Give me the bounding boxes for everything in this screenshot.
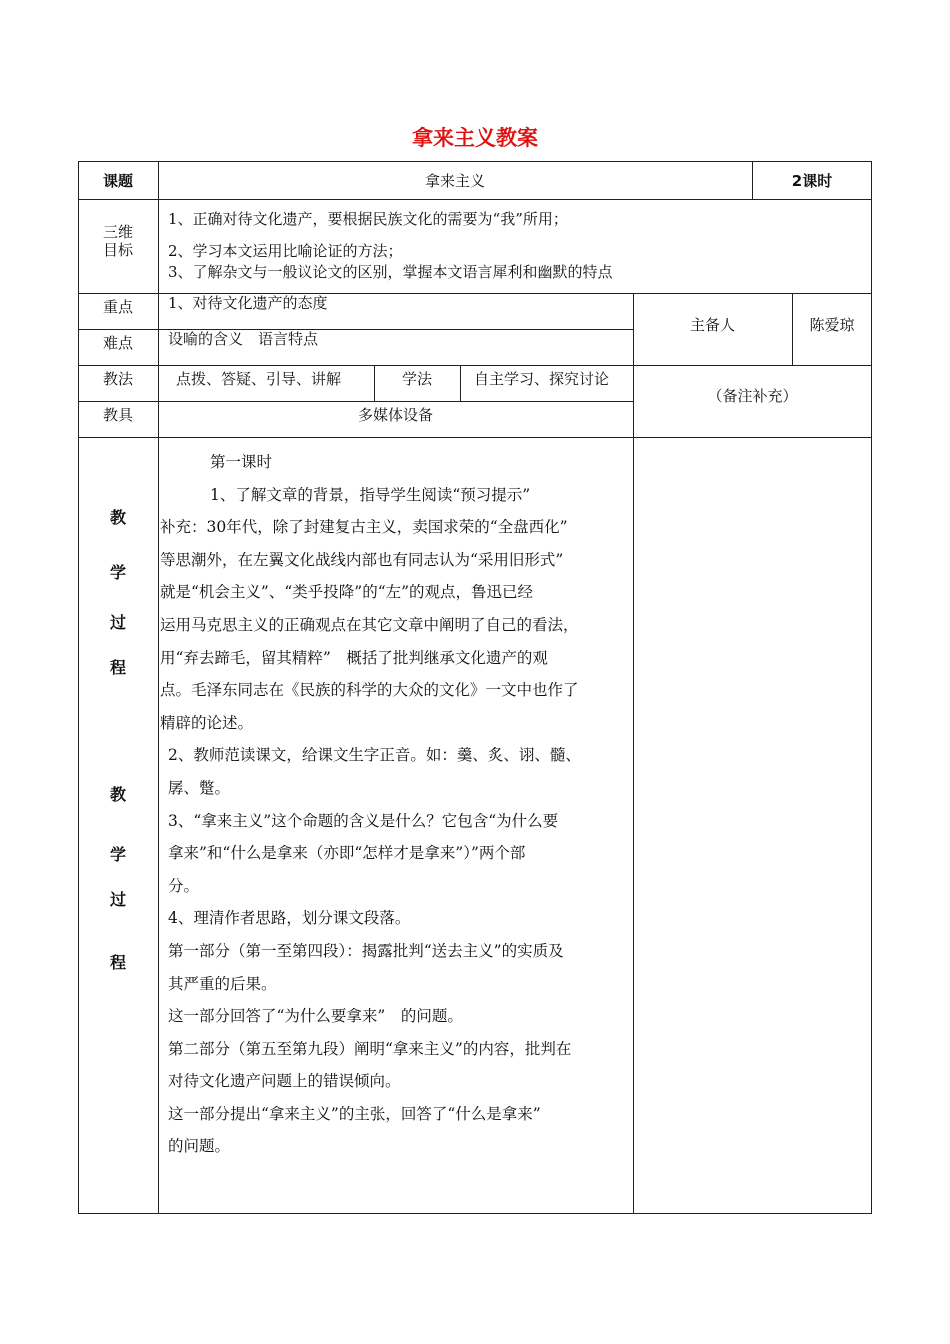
study-label: 学法 xyxy=(401,370,432,388)
lesson-line: 用“弃去蹄毛，留其精粹” 概括了批判继承文化遗产的观 xyxy=(160,648,548,667)
lesson-line: 这一部分回答了“为什么要拿来” 的问题。 xyxy=(168,1007,463,1026)
tools-label: 教具 xyxy=(102,406,133,424)
key-point-label: 重点 xyxy=(102,298,133,316)
method-label: 教法 xyxy=(102,370,133,388)
lesson-line: 孱、蹩。 xyxy=(168,778,231,797)
process-label-char: 程 xyxy=(109,658,126,677)
topic-value: 拿来主义 xyxy=(424,172,485,190)
process-label-char: 学 xyxy=(109,845,126,864)
lesson-line: 等思潮外，在左翼文化战线内部也有同志认为“采用旧形式” xyxy=(160,550,564,569)
key-point-value: 1、对待文化遗产的态度 xyxy=(168,294,328,312)
objectives-label-line1: 三维 xyxy=(102,223,133,241)
lesson-line: 的问题。 xyxy=(168,1137,231,1156)
process-label-char: 过 xyxy=(109,890,126,909)
process-label-char: 学 xyxy=(109,563,126,582)
row-divider xyxy=(78,437,872,438)
lesson-line: 就是“机会主义”、“类乎投降”的“左”的观点，鲁迅已经 xyxy=(160,583,534,602)
row-divider xyxy=(78,199,872,200)
lesson-line: 3、“拿来主义”这个命题的含义是什么？它包含“为什么要 xyxy=(168,811,559,830)
col-divider xyxy=(460,365,461,401)
method-value: 点拨、答疑、引导、讲解 xyxy=(176,370,342,388)
lesson-line: 2、教师范读课文，给课文生字正音。如：羹、炙、诩、髓、 xyxy=(168,746,581,765)
objectives-label-line2: 目标 xyxy=(102,241,133,259)
row-divider xyxy=(78,365,872,366)
lesson-line: 第二部分（第五至第九段）阐明“拿来主义”的内容，批判在 xyxy=(168,1039,572,1058)
class-hours: 2课时 xyxy=(791,172,833,190)
lesson-line: 第一部分（第一至第四段）：揭露批判“送去主义”的实质及 xyxy=(168,941,564,960)
lesson-line: 对待文化遗产问题上的错误倾向。 xyxy=(168,1072,401,1091)
objective-item: 1、正确对待文化遗产，要根据民族文化的需要为“我”所用； xyxy=(168,210,568,228)
col-divider xyxy=(633,293,634,1214)
lesson-line: 拿来”和“什么是拿来（亦即“怎样才是拿来”）”两个部 xyxy=(168,844,526,863)
process-label-char: 程 xyxy=(109,953,126,972)
lesson-line: 精辟的论述。 xyxy=(160,713,254,732)
lesson-line: 分。 xyxy=(168,876,200,895)
lesson-line: 点。毛泽东同志在《民族的科学的大众的文化》一文中也作了 xyxy=(160,681,579,700)
document-title: 拿来主义教案 xyxy=(412,126,538,150)
difficulty-value: 设喻的含义 语言特点 xyxy=(168,330,319,348)
lesson-line: 运用马克思主义的正确观点在其它文章中阐明了自己的看法， xyxy=(160,615,579,634)
notes-label: （备注补充） xyxy=(707,387,798,405)
tools-value: 多媒体设备 xyxy=(357,406,433,424)
lesson-line: 补充：30年代，除了封建复古主义，卖国求荣的“全盘西化” xyxy=(160,518,568,537)
process-label-char: 教 xyxy=(109,508,126,527)
objective-item: 3、了解杂文与一般议论文的区别，掌握本文语言犀利和幽默的特点 xyxy=(168,263,613,281)
lesson-line: 1、了解文章的背景，指导学生阅读“预习提示” xyxy=(210,485,531,504)
process-label-char: 过 xyxy=(109,613,126,632)
lesson-line: 其严重的后果。 xyxy=(168,974,277,993)
preparer-value: 陈爱琼 xyxy=(809,316,855,334)
lesson-line: 第一课时 xyxy=(210,453,273,471)
lesson-line: 4、理清作者思路，划分课文段落。 xyxy=(168,909,411,928)
process-label-char: 教 xyxy=(109,785,126,804)
topic-label: 课题 xyxy=(102,172,133,190)
difficulty-label: 难点 xyxy=(102,334,133,352)
objective-item: 2、学习本文运用比喻论证的方法； xyxy=(168,242,403,260)
preparer-label: 主备人 xyxy=(689,316,735,334)
col-divider xyxy=(158,161,159,1214)
study-value: 自主学习、探究讨论 xyxy=(474,370,610,388)
row-divider xyxy=(78,329,633,330)
lesson-line: 这一部分提出“拿来主义”的主张，回答了“什么是拿来” xyxy=(168,1104,541,1123)
lesson-body xyxy=(160,446,630,1163)
row-divider xyxy=(78,401,633,402)
